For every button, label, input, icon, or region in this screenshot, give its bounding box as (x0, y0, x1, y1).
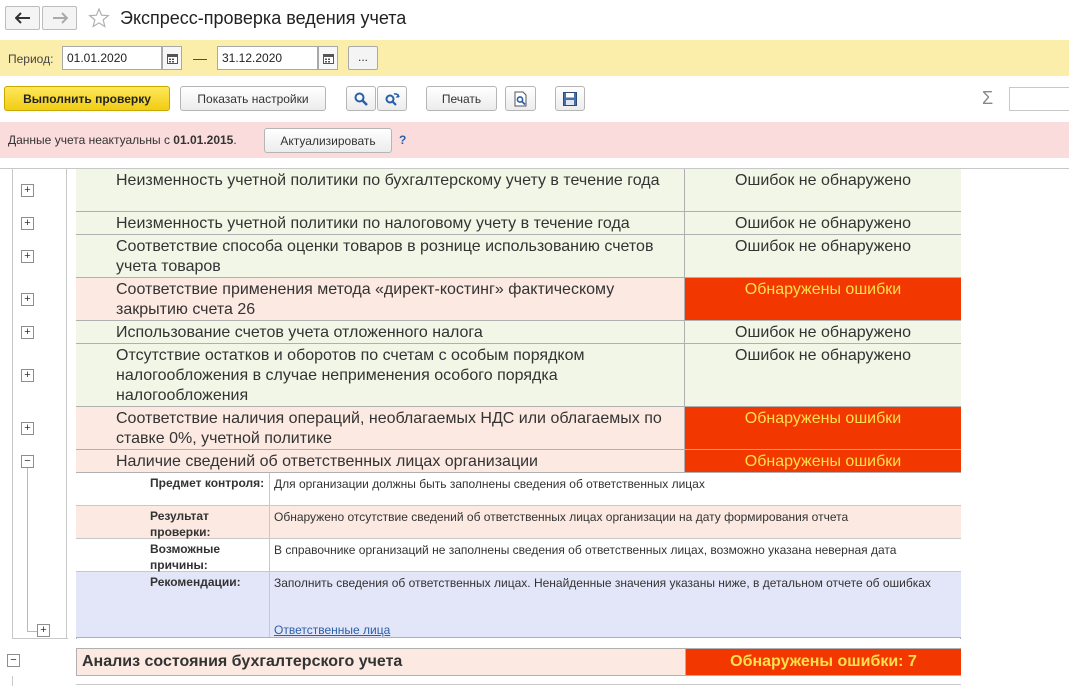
table-row[interactable] (76, 212, 961, 235)
row-name: Наличие сведений об ответственных лицах организации (116, 453, 538, 470)
run-check-button[interactable]: Выполнить проверку (4, 86, 170, 111)
period-label: Период: (8, 52, 54, 66)
search-refresh-icon (384, 92, 400, 106)
save-icon (563, 92, 577, 106)
row-name: Отсутствие остатков и оборотов по счетам с особым порядком налогообложения в случае неприменения особого порядка налогообложения (116, 347, 585, 404)
print-button[interactable]: Печать (426, 86, 497, 111)
row-status: Ошибок не обнаружено (684, 344, 961, 406)
print-preview-icon (514, 91, 528, 107)
row-name: Неизменность учетной политики по налоговому учету в течение года (116, 215, 630, 232)
row-name: Соответствие способа оценки товаров в рознице использованию счетов учета товаров (116, 238, 654, 275)
sum-field[interactable] (1009, 87, 1069, 111)
sum-icon[interactable]: Σ (982, 88, 994, 108)
period-from-field[interactable]: 01.01.2020 (62, 46, 162, 70)
collapse-toggle[interactable]: − (21, 455, 34, 468)
table-bottom-border (76, 684, 961, 685)
detail-label: Рекомендации: (150, 575, 241, 589)
period-to-field[interactable]: 31.12.2020 (217, 46, 318, 70)
tree-indent-line (66, 169, 67, 639)
tree-branch-line (27, 462, 28, 632)
tree-left-border (12, 169, 13, 639)
detail-label: Возможные причины: (150, 542, 221, 572)
row-status: Обнаружены ошибки (684, 407, 961, 449)
detail-value (269, 572, 961, 637)
table-row[interactable] (76, 344, 961, 407)
help-link[interactable]: ? (399, 133, 407, 147)
expand-toggle[interactable]: + (21, 326, 34, 339)
table-row[interactable] (76, 407, 961, 450)
warning-message: Данные учета неактуальны с 01.01.2015. (8, 133, 237, 147)
arrow-right-icon (52, 12, 68, 24)
row-name: Соответствие наличия операций, необлагаемых НДС или облагаемых по ставке 0%, учетной политике (116, 410, 662, 447)
tree-branch-elbow (27, 631, 37, 632)
summary-status: Обнаружены ошибки: 7 (685, 649, 961, 675)
summary-row[interactable] (76, 648, 961, 676)
table-row[interactable] (76, 321, 961, 344)
calendar-to-button[interactable] (318, 46, 338, 70)
search-next-button[interactable] (377, 86, 407, 111)
period-select-button[interactable]: ... (348, 46, 378, 70)
actualize-button[interactable]: Актуализировать (264, 128, 392, 153)
expand-toggle[interactable]: + (21, 184, 34, 197)
detail-label: Результат проверки: (150, 509, 211, 539)
detail-row (76, 506, 961, 539)
table-row-expanded[interactable] (76, 450, 961, 473)
search-button[interactable] (346, 86, 376, 111)
table-row[interactable] (76, 169, 961, 212)
search-icon (354, 92, 368, 106)
print-preview-button[interactable] (505, 86, 536, 111)
row-name: Неизменность учетной политики по бухгалтерскому учету в течение года (116, 172, 660, 189)
detail-row (76, 539, 961, 572)
expand-toggle[interactable]: + (21, 293, 34, 306)
warning-date: 01.01.2015 (173, 133, 234, 147)
detail-value: Для организации должны быть заполнены сведения об ответственных лицах (269, 473, 961, 505)
expand-toggle[interactable]: + (21, 250, 34, 263)
table-row[interactable] (76, 278, 961, 321)
detail-label: Предмет контроля: (150, 476, 265, 490)
row-status: Обнаружены ошибки (684, 450, 961, 472)
row-name: Соответствие применения метода «директ-костинг» фактическому закрытию счета 26 (116, 281, 615, 318)
row-status: Ошибок не обнаружено (684, 212, 961, 234)
expand-toggle[interactable]: + (21, 369, 34, 382)
back-button[interactable] (5, 6, 40, 30)
period-dash: — (193, 50, 207, 66)
calendar-from-button[interactable] (162, 46, 182, 70)
save-button[interactable] (555, 86, 585, 111)
row-status: Ошибок не обнаружено (684, 169, 961, 211)
calendar-icon (167, 53, 178, 64)
expand-toggle[interactable]: + (21, 217, 34, 230)
tree-left-border-bottom (12, 676, 13, 686)
row-status: Обнаружены ошибки (684, 278, 961, 320)
forward-button[interactable] (42, 6, 77, 30)
responsible-persons-link[interactable]: Ответственные лица (274, 623, 391, 637)
favorite-star-icon[interactable] (88, 7, 110, 29)
row-status: Ошибок не обнаружено (684, 321, 961, 343)
calendar-icon (323, 53, 334, 64)
expand-toggle[interactable]: + (37, 624, 50, 637)
collapse-toggle[interactable]: − (7, 654, 20, 667)
detail-row (76, 473, 961, 506)
expand-toggle[interactable]: + (21, 422, 34, 435)
show-settings-button[interactable]: Показать настройки (180, 86, 326, 111)
recommendation-text: Заполнить сведения об ответственных лицах. Ненайденные значения указаны ниже, в детальном отчете об ошибках (274, 576, 931, 590)
detail-row (76, 572, 961, 638)
detail-value: В справочнике организаций не заполнены сведения об ответственных лицах, возможно указана неверная дата (269, 539, 961, 571)
warning-text: Данные учета неактуальны с (8, 133, 170, 147)
detail-value: Обнаружено отсутствие сведений об ответственных лицах организации на дату формирования отчета (269, 506, 961, 538)
tree-bottom-line (12, 638, 68, 639)
table-row[interactable] (76, 235, 961, 278)
row-status: Ошибок не обнаружено (684, 235, 961, 277)
row-name: Использование счетов учета отложенного налога (116, 324, 483, 341)
arrow-left-icon (15, 12, 31, 24)
summary-name: Анализ состояния бухгалтерского учета (82, 653, 403, 670)
page-title: Экспресс-проверка ведения учета (120, 8, 407, 28)
